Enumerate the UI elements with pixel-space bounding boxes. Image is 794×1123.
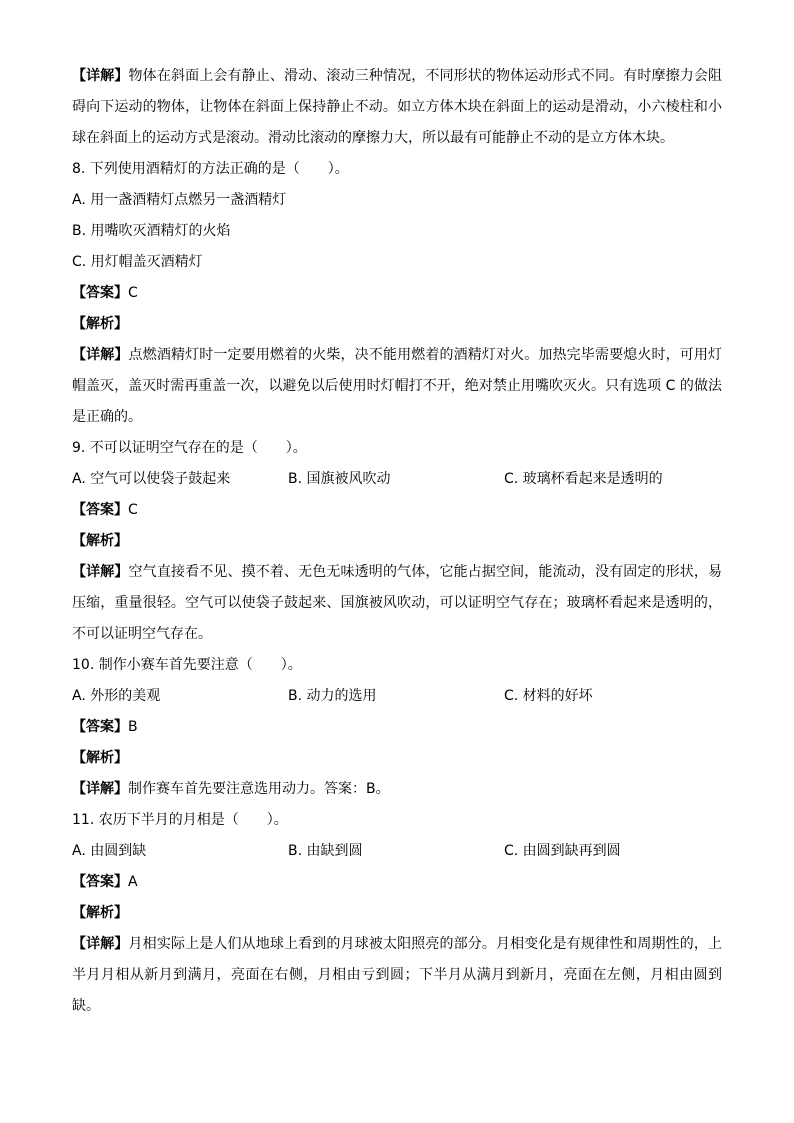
options-row (72, 836, 722, 867)
detail-text: 点燃酒精灯时一定要用燃着的火柴，决不能用燃着的酒精灯对火。加热完毕需要熄火时，可用灯帽盖灭，盖灭时需再重盖一次，以避免以后使用时灯帽打不开，绝对禁止用嘴吹灭火。只有选项 C 的做法是正确的。 (72, 347, 723, 425)
options-row (72, 464, 722, 495)
detail-paragraph (72, 340, 722, 433)
detail-tag: 【详解】 (72, 564, 129, 580)
analysis-tag: 【解析】 (72, 750, 128, 766)
analysis-tag: 【解析】 (72, 316, 128, 332)
option-c: C. 用灯帽盖灭酒精灯 (72, 254, 203, 270)
option-b: B. 用嘴吹灭酒精灯的火焰 (72, 223, 231, 239)
option-b: B. 国旗被风吹动 (288, 471, 391, 487)
detail-text: 物体在斜面上会有静止、滑动、滚动三种情况，不同形状的物体运动形式不同。有时摩擦力会阻碍向下运动的物体，让物体在斜面上保持静止不动。如立方体木块在斜面上的运动是滑动，小六棱柱和小球在斜面上的运动方式是滚动。滑动比滚动的摩擦力大，所以最有可能静止不动的是立方体木块。 (72, 68, 723, 146)
document-page (72, 61, 722, 1022)
option-a: A. 空气可以使袋子鼓起来 (72, 471, 231, 487)
answer-value: A (128, 874, 138, 890)
question-stem: 11. 农历下半月的月相是（ ）。 (72, 812, 288, 828)
option-a: A. 由圆到缺 (72, 843, 147, 859)
analysis-line (72, 526, 722, 557)
option-b: B. 由缺到圆 (288, 843, 363, 859)
question-stem: 9. 不可以证明空气存在的是（ ）。 (72, 440, 307, 456)
option-c: C. 玻璃杯看起来是透明的 (504, 471, 663, 487)
answer-line (72, 712, 722, 743)
answer-value: B (128, 719, 138, 735)
analysis-tag: 【解析】 (72, 533, 128, 549)
option-b: B. 动力的选用 (288, 688, 377, 704)
detail-tag: 【详解】 (72, 68, 129, 84)
detail-tag: 【详解】 (72, 347, 129, 363)
answer-line (72, 278, 722, 309)
analysis-line (72, 743, 722, 774)
detail-tag: 【详解】 (72, 936, 129, 952)
option-a: A. 外形的美观 (72, 688, 161, 704)
question-stem: 10. 制作小赛车首先要注意（ ）。 (72, 657, 302, 673)
answer-value: C (128, 502, 138, 518)
detail-paragraph (72, 557, 722, 650)
option-c: C. 由圆到缺再到圆 (504, 843, 621, 859)
detail-text: 月相实际上是人们从地球上看到的月球被太阳照亮的部分。月相变化是有规律性和周期性的，上半月月相从新月到满月，亮面在右侧，月相由亏到圆；下半月从满月到新月，亮面在左侧，月相由圆到缺。 (72, 936, 723, 1014)
question-stem: 8. 下列使用酒精灯的方法正确的是（ ）。 (72, 161, 349, 177)
answer-line (72, 495, 722, 526)
detail-tag: 【详解】 (72, 781, 128, 797)
detail-text: 空气直接看不见、摸不着、无色无味透明的气体，它能占据空间，能流动，没有固定的形状，易压缩，重量很轻。空气可以使袋子鼓起来、国旗被风吹动，可以证明空气存在；玻璃杯看起来是透明的，不可以证明空气存在。 (72, 564, 723, 642)
detail-text: 制作赛车首先要注意选用动力。答案：B。 (128, 781, 390, 797)
option-c: C. 材料的好坏 (504, 688, 593, 704)
answer-tag: 【答案】 (72, 874, 128, 890)
answer-tag: 【答案】 (72, 285, 128, 301)
analysis-line (72, 309, 722, 340)
detail-paragraph (72, 774, 722, 805)
option-a: A. 用一盏酒精灯点燃另一盏酒精灯 (72, 192, 287, 208)
answer-tag: 【答案】 (72, 502, 128, 518)
analysis-line (72, 898, 722, 929)
answer-line (72, 867, 722, 898)
answer-tag: 【答案】 (72, 719, 128, 735)
analysis-tag: 【解析】 (72, 905, 128, 921)
lead-explanation (72, 61, 722, 154)
answer-value: C (128, 285, 138, 301)
options-row (72, 681, 722, 712)
detail-paragraph (72, 929, 722, 1022)
